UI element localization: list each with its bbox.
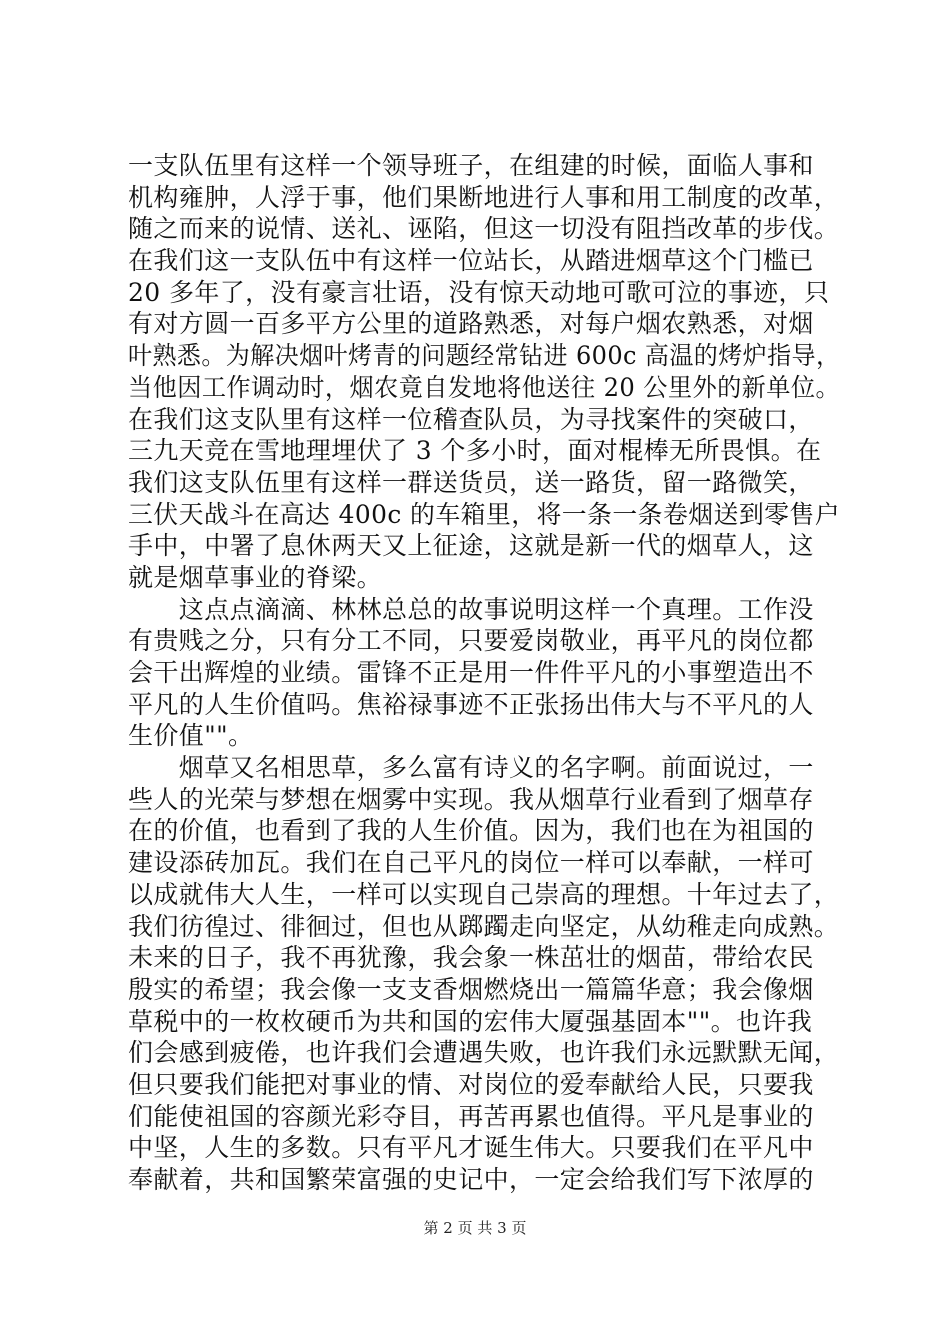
page-footer	[0, 1217, 950, 1238]
text-line: 生价值""。	[128, 721, 254, 751]
text-line: 在我们这一支队伍中有这样一位站长，从踏进烟草这个门槛已	[128, 246, 814, 276]
text-line: 们能使祖国的容颜光彩夺目，再苦再累也值得。平凡是事业的	[128, 1101, 814, 1131]
text-line: 烟草又名相思草，多么富有诗义的名字啊。前面说过，一	[128, 753, 814, 783]
text-line: 以成就伟大人生，一样可以实现自己崇高的理想。十年过去了，	[128, 879, 840, 909]
text-line: 叶熟悉。为解决烟叶烤青的问题经常钻进 600c 高温的烤炉指导，	[128, 341, 841, 371]
text-line: 建设添砖加瓦。我们在自己平凡的岗位一样可以奉献，一样可	[128, 848, 814, 878]
text-line: 这点点滴滴、林林总总的故事说明这样一个真理。工作没	[128, 594, 814, 624]
text-line: 奉献着，共和国繁荣富强的史记中，一定会给我们写下浓厚的	[128, 1165, 814, 1194]
text-line: 手中，中署了息休两天又上征途，这就是新一代的烟草人，这	[128, 531, 814, 561]
text-line: 些人的光荣与梦想在烟雾中实现。我从烟草行业看到了烟草存	[128, 784, 814, 814]
text-line: 草税中的一枚枚硬币为共和国的宏伟大厦强基固本""。也许我	[128, 1006, 813, 1036]
text-line: 当他因工作调动时，烟农竟自发地将他送往 20 公里外的新单位。	[128, 372, 841, 402]
text-line: 殷实的希望；我会像一支支香烟燃烧出一篇篇华意；我会像烟	[128, 974, 814, 1004]
text-line: 在我们这支队里有这样一位稽查队员，为寻找案件的突破口，	[128, 404, 814, 434]
text-line: 未来的日子，我不再犹豫，我会象一株茁壮的烟苗，带给农民	[128, 943, 814, 973]
text-line: 就是烟草事业的脊梁。	[128, 562, 383, 592]
text-line: 有贵贱之分，只有分工不同，只要爱岗敬业，再平凡的岗位都	[128, 626, 814, 656]
text-line: 一支队伍里有这样一个领导班子，在组建的时候，面临人事和	[128, 151, 814, 180]
text-line: 平凡的人生价值吗。焦裕禄事迹不正张扬出伟大与不平凡的人	[128, 689, 814, 719]
document-body	[128, 150, 841, 1196]
text-line: 20 多年了，没有豪言壮语，没有惊天动地可歌可泣的事迹，只	[128, 277, 830, 307]
text-line: 三九天竞在雪地理埋伏了 3 个多小时，面对棍棒无所畏惧。在	[128, 436, 822, 466]
text-line: 机构雍肿，人浮于事，他们果断地进行人事和用工制度的改革，	[128, 182, 840, 212]
text-line: 三伏天战斗在高达 400c 的车箱里，将一条一条卷烟送到零售户	[128, 499, 841, 529]
text-line: 但只要我们能把对事业的情、对岗位的爱奉献给人民，只要我	[128, 1069, 814, 1099]
text-line: 们会感到疲倦，也许我们会遭遇失败，也许我们永远默默无闻，	[128, 1038, 840, 1068]
text-line: 会干出辉煌的业绩。雷锋不正是用一件件平凡的小事塑造出不	[128, 658, 814, 687]
text-line: 随之而来的说情、送礼、诬陷，但这一切没有阻挡改革的步伐。	[128, 214, 840, 244]
text-line: 中坚，人生的多数。只有平凡才诞生伟大。只要我们在平凡中	[128, 1133, 814, 1163]
text-line: 我们这支队伍里有这样一群送货员，送一路货，留一路微笑，	[128, 467, 814, 497]
text-line: 在的价值，也看到了我的人生价值。因为，我们也在为祖国的	[128, 816, 814, 846]
text-line: 有对方圆一百多平方公里的道路熟悉，对每户烟农熟悉，对烟	[128, 309, 814, 339]
text-line: 我们彷徨过、徘徊过，但也从踯躅走向坚定，从幼稚走向成熟。	[128, 911, 840, 941]
page-number-label: 第 2 页 共 3 页	[423, 1219, 527, 1237]
